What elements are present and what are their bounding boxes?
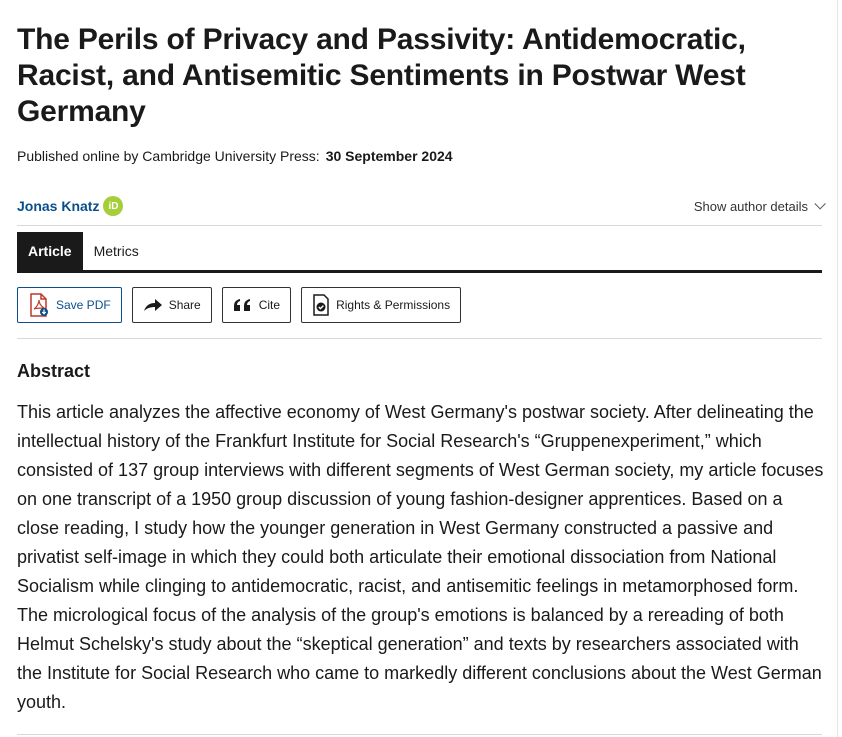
publication-info bbox=[17, 148, 822, 164]
orcid-icon[interactable]: iD bbox=[103, 196, 123, 216]
share-arrow-icon bbox=[143, 297, 163, 313]
rights-permissions-button[interactable] bbox=[301, 287, 461, 323]
tab-metrics[interactable]: Metrics bbox=[93, 243, 139, 259]
page-edge-divider bbox=[837, 0, 838, 737]
save-pdf-label: Save PDF bbox=[56, 298, 111, 312]
save-pdf-button[interactable] bbox=[17, 287, 122, 323]
divider bbox=[17, 734, 822, 735]
published-label: Published online by Cambridge University Press: bbox=[17, 148, 320, 164]
author-name-link[interactable]: Jonas Knatz bbox=[17, 198, 100, 214]
author bbox=[17, 196, 123, 216]
author-row bbox=[17, 194, 822, 218]
article-title: The Perils of Privacy and Passivity: Antidemocratic, Racist, and Antisemitic Sentiments in Postwar West Germany bbox=[17, 23, 746, 128]
article-header bbox=[17, 0, 822, 735]
document-check-icon bbox=[312, 294, 330, 316]
rights-permissions-label: Rights & Permissions bbox=[336, 298, 451, 312]
tab-article[interactable]: Article bbox=[17, 232, 83, 270]
divider bbox=[17, 338, 822, 339]
abstract-text: This article analyzes the affective economy of West Germany's postwar society. After delineating the intellectual history of the Frankfurt Institute for Social Research's “Gruppenexperiment,” which consisted of 137 group interviews with different segments of West German society, my article focuses on one transcript of a 1950 group discussion of young fashion-designer apprentices. Based on a close reading, I study how the younger generation in West Germany constructed a passive and privatist self-image in which they could both articulate their emotional dissociation from National Socialism while clinging to antidemocratic, racist, and antisemitic feelings in metamorphosed form. The micrological focus of the analysis of the group's emotions is balanced by a rereading of both Helmut Schelsky's study about the “skeptical generation” and texts by researchers associated with the Institute for Social Research who came to markedly different conclusions about the West German youth. bbox=[17, 402, 824, 712]
show-author-details-label: Show author details bbox=[693, 198, 808, 214]
cite-label: Cite bbox=[258, 298, 281, 312]
show-author-details-button[interactable] bbox=[694, 199, 822, 214]
abstract-heading: Abstract bbox=[17, 361, 91, 381]
divider bbox=[17, 225, 822, 226]
pdf-icon bbox=[28, 293, 50, 317]
quote-icon bbox=[233, 298, 253, 312]
chevron-down-icon bbox=[814, 198, 825, 209]
share-label: Share bbox=[168, 298, 201, 312]
article-tabs bbox=[17, 232, 822, 273]
published-date: 30 September 2024 bbox=[325, 148, 453, 164]
article-toolbar bbox=[17, 287, 822, 323]
cite-button[interactable] bbox=[222, 287, 291, 323]
share-button[interactable] bbox=[132, 287, 212, 323]
